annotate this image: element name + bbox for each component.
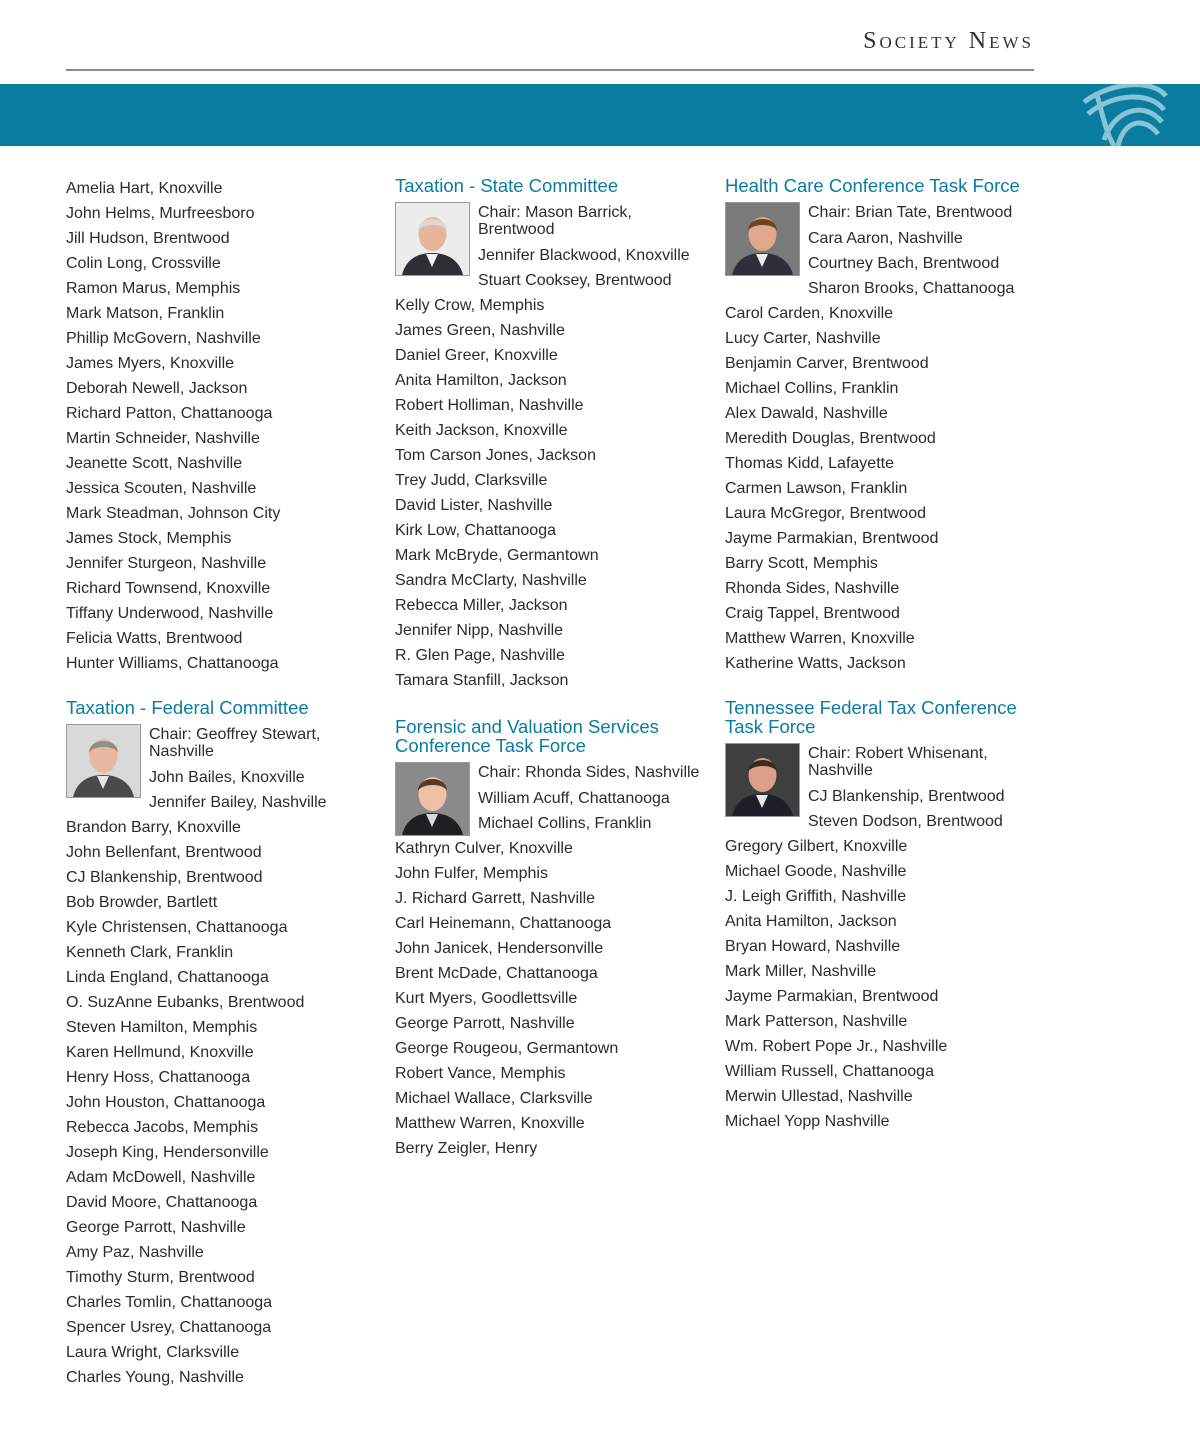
section-banner <box>0 84 1200 146</box>
member-name: Adam McDowell, Nashville <box>66 1169 256 1186</box>
member-name: Spencer Usrey, Chattanooga <box>66 1319 272 1336</box>
member-name: R. Glen Page, Nashville <box>395 647 565 664</box>
member-name: Charles Tomlin, Chattanooga <box>66 1294 273 1311</box>
member-name: Daniel Greer, Knoxville <box>395 347 558 364</box>
member-name: Merwin Ullestad, Nashville <box>725 1088 913 1105</box>
member-name: Joseph King, Hendersonville <box>66 1144 269 1161</box>
member-name: Ramon Marus, Memphis <box>66 280 241 297</box>
member-name: Keith Jackson, Knoxville <box>395 422 568 439</box>
member-name: CJ Blankenship, Brentwood <box>808 788 1005 805</box>
member-name: Henry Hoss, Chattanooga <box>66 1069 251 1086</box>
chair-member-list <box>808 742 1045 834</box>
member-name: Brandon Barry, Knoxville <box>66 819 241 836</box>
member-name: George Parrott, Nashville <box>395 1015 575 1032</box>
member-name: Barry Scott, Memphis <box>725 555 878 572</box>
member-name: Michael Wallace, Clarksville <box>395 1090 593 1107</box>
member-name: John Bellenfant, Brentwood <box>66 844 262 861</box>
member-name: Anita Hamilton, Jackson <box>395 372 567 389</box>
chair-photo <box>395 202 470 276</box>
member-list <box>725 834 1045 1134</box>
member-list <box>395 836 705 1161</box>
member-name: Wm. Robert Pope Jr., Nashville <box>725 1038 948 1055</box>
column-middle <box>395 176 705 1177</box>
member-name: Deborah Newell, Jackson <box>66 380 248 397</box>
member-name: Colin Long, Crossville <box>66 255 221 272</box>
committee-title: Tennessee Federal Tax Conference Task Force <box>725 697 1017 737</box>
member-name: Jeanette Scott, Nashville <box>66 455 243 472</box>
committee-title: Health Care Conference Task Force <box>725 175 1020 196</box>
member-name: Mark McBryde, Germantown <box>395 547 599 564</box>
committee-title: Taxation - Federal Committee <box>66 697 309 718</box>
member-name: Carl Heinemann, Chattanooga <box>395 915 612 932</box>
member-name: Jennifer Nipp, Nashville <box>395 622 564 639</box>
member-name: Jennifer Bailey, Nashville <box>149 794 327 811</box>
member-name: Michael Goode, Nashville <box>725 863 907 880</box>
member-name: Gregory Gilbert, Knoxville <box>725 838 908 855</box>
portrait-icon <box>726 744 799 816</box>
member-name: Mark Miller, Nashville <box>725 963 877 980</box>
member-name: Kurt Myers, Goodlettsville <box>395 990 578 1007</box>
page-header-title: Society News <box>863 28 1034 54</box>
chair-block <box>395 201 705 293</box>
member-name: Bryan Howard, Nashville <box>725 938 901 955</box>
member-name: Laura McGregor, Brentwood <box>725 505 926 522</box>
member-name: John Bailes, Knoxville <box>149 769 305 786</box>
member-name: Matthew Warren, Knoxville <box>725 630 915 647</box>
member-name: Mark Matson, Franklin <box>66 305 225 322</box>
member-name: David Moore, Chattanooga <box>66 1194 258 1211</box>
chair-photo <box>725 202 800 276</box>
member-name: Robert Vance, Memphis <box>395 1065 566 1082</box>
portrait-icon <box>67 725 140 797</box>
member-name: Steven Dodson, Brentwood <box>808 813 1003 830</box>
chair-block <box>395 761 705 836</box>
header-divider <box>66 69 1034 71</box>
member-name: John Helms, Murfreesboro <box>66 205 255 222</box>
member-name: Sandra McClarty, Nashville <box>395 572 587 589</box>
member-name: Jessica Scouten, Nashville <box>66 480 257 497</box>
member-name: Hunter Williams, Chattanooga <box>66 655 279 672</box>
portrait-icon <box>396 203 469 275</box>
member-name: Anita Hamilton, Jackson <box>725 913 897 930</box>
member-name: Rebecca Jacobs, Memphis <box>66 1119 259 1136</box>
member-name: Linda England, Chattanooga <box>66 969 269 986</box>
committee-section-taxation-state <box>395 176 705 693</box>
member-name: Jennifer Blackwood, Knoxville <box>478 247 690 264</box>
member-name: Thomas Kidd, Lafayette <box>725 455 894 472</box>
committee-title: Forensic and Valuation Services Conference Task Force <box>395 716 659 756</box>
member-name: Stuart Cooksey, Brentwood <box>478 272 672 289</box>
member-name: O. SuzAnne Eubanks, Brentwood <box>66 994 305 1011</box>
member-name: Craig Tappel, Brentwood <box>725 605 900 622</box>
member-list <box>725 301 1045 676</box>
member-name: J. Leigh Griffith, Nashville <box>725 888 907 905</box>
member-name: Carol Carden, Knoxville <box>725 305 894 322</box>
member-name: Katherine Watts, Jackson <box>725 655 906 672</box>
member-name: James Stock, Memphis <box>66 530 232 547</box>
member-name: Sharon Brooks, Chattanooga <box>808 280 1015 297</box>
member-name: Richard Townsend, Knoxville <box>66 580 271 597</box>
member-name: Tiffany Underwood, Nashville <box>66 605 274 622</box>
chair-name: Chair: Brian Tate, Brentwood <box>808 204 1013 221</box>
column-right <box>725 176 1045 1150</box>
member-name: Kenneth Clark, Franklin <box>66 944 234 961</box>
member-name: John Janicek, Hendersonville <box>395 940 604 957</box>
member-name: Carmen Lawson, Franklin <box>725 480 908 497</box>
member-name: James Myers, Knoxville <box>66 355 235 372</box>
member-name: Jayme Parmakian, Brentwood <box>725 530 939 547</box>
member-name: William Russell, Chattanooga <box>725 1063 934 1080</box>
member-name: J. Richard Garrett, Nashville <box>395 890 596 907</box>
member-name: Mark Steadman, Johnson City <box>66 505 281 522</box>
chair-photo <box>725 743 800 817</box>
member-name: Kirk Low, Chattanooga <box>395 522 556 539</box>
committee-section-forensic <box>395 717 705 1161</box>
member-name: Kyle Christensen, Chattanooga <box>66 919 288 936</box>
chair-name: Chair: Robert Whisenant, Nashville <box>808 745 988 779</box>
member-name: Michael Collins, Franklin <box>725 380 899 397</box>
chair-member-list <box>478 201 705 293</box>
member-name: Kathryn Culver, Knoxville <box>395 840 573 857</box>
member-name: Timothy Sturm, Brentwood <box>66 1269 255 1286</box>
member-name: Lucy Carter, Nashville <box>725 330 881 347</box>
chair-block <box>66 723 366 815</box>
member-name: Courtney Bach, Brentwood <box>808 255 1000 272</box>
committee-title: Taxation - State Committee <box>395 175 619 196</box>
member-name: Phillip McGovern, Nashville <box>66 330 261 347</box>
chair-name: Chair: Geoffrey Stewart, Nashville <box>149 726 321 760</box>
member-name: Trey Judd, Clarksville <box>395 472 548 489</box>
member-name: Tamara Stanfill, Jackson <box>395 672 569 689</box>
member-name: Mark Patterson, Nashville <box>725 1013 908 1030</box>
member-name: CJ Blankenship, Brentwood <box>66 869 263 886</box>
chair-name: Chair: Mason Barrick, Brentwood <box>478 204 632 238</box>
chair-photo <box>66 724 141 798</box>
member-name: Michael Collins, Franklin <box>478 815 652 832</box>
chair-member-list <box>149 723 366 815</box>
committee-section-health-care <box>725 176 1045 676</box>
member-name: Tom Carson Jones, Jackson <box>395 447 596 464</box>
member-name: James Green, Nashville <box>395 322 565 339</box>
member-name: Benjamin Carver, Brentwood <box>725 355 929 372</box>
member-name: George Parrott, Nashville <box>66 1219 246 1236</box>
column-left <box>66 176 366 1406</box>
member-name: Karen Hellmund, Knoxville <box>66 1044 254 1061</box>
society-logo-icon <box>1074 84 1174 146</box>
member-name: Richard Patton, Chattanooga <box>66 405 273 422</box>
member-name: Rebecca Miller, Jackson <box>395 597 568 614</box>
member-name: Felicia Watts, Brentwood <box>66 630 243 647</box>
portrait-icon <box>396 763 469 835</box>
member-name: Bob Browder, Bartlett <box>66 894 218 911</box>
member-name: Kelly Crow, Memphis <box>395 297 545 314</box>
member-name: Amelia Hart, Knoxville <box>66 180 223 197</box>
member-name: Steven Hamilton, Memphis <box>66 1019 258 1036</box>
member-name: Martin Schneider, Nashville <box>66 430 260 447</box>
member-name: David Lister, Nashville <box>395 497 553 514</box>
chair-photo <box>395 762 470 836</box>
member-name: Meredith Douglas, Brentwood <box>725 430 936 447</box>
member-name: Robert Holliman, Nashville <box>395 397 584 414</box>
member-name: Jill Hudson, Brentwood <box>66 230 230 247</box>
member-name: Cara Aaron, Nashville <box>808 230 963 247</box>
member-name: Laura Wright, Clarksville <box>66 1344 240 1361</box>
member-name: John Houston, Chattanooga <box>66 1094 266 1111</box>
portrait-icon <box>726 203 799 275</box>
member-name: Amy Paz, Nashville <box>66 1244 204 1261</box>
member-list <box>66 176 366 676</box>
member-name: Michael Yopp Nashville <box>725 1113 890 1130</box>
member-name: Jayme Parmakian, Brentwood <box>725 988 939 1005</box>
member-name: William Acuff, Chattanooga <box>478 790 670 807</box>
member-name: Jennifer Sturgeon, Nashville <box>66 555 267 572</box>
committee-section-continued <box>66 176 366 676</box>
member-name: Rhonda Sides, Nashville <box>725 580 900 597</box>
member-name: John Fulfer, Memphis <box>395 865 548 882</box>
member-name: Alex Dawald, Nashville <box>725 405 888 422</box>
chair-name: Chair: Rhonda Sides, Nashville <box>478 764 700 781</box>
chair-block <box>725 201 1045 301</box>
committee-section-taxation-federal <box>66 698 366 1390</box>
member-name: George Rougeou, Germantown <box>395 1040 619 1057</box>
member-name: Berry Zeigler, Henry <box>395 1140 538 1157</box>
member-list <box>395 293 705 693</box>
member-list <box>66 815 366 1390</box>
chair-block <box>725 742 1045 834</box>
member-name: Charles Young, Nashville <box>66 1369 244 1386</box>
committee-section-tn-federal-tax <box>725 698 1045 1134</box>
member-name: Brent McDade, Chattanooga <box>395 965 598 982</box>
chair-member-list <box>478 761 699 836</box>
chair-member-list <box>808 201 1014 301</box>
member-name: Matthew Warren, Knoxville <box>395 1115 585 1132</box>
